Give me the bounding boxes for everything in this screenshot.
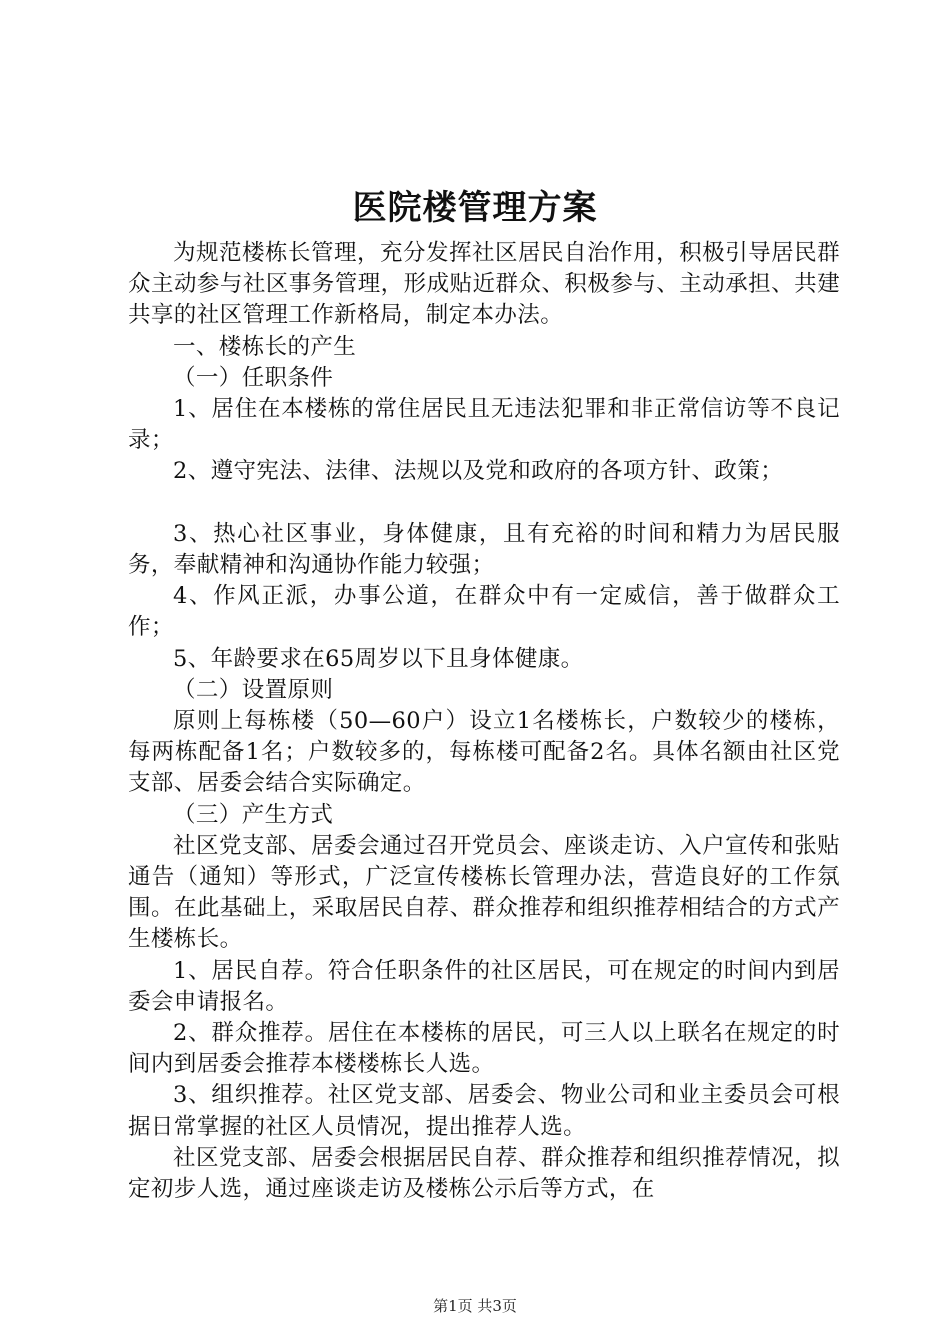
page-footer: 第1页 共3页 [433, 1297, 517, 1315]
condition-item-2: 2、遵守宪法、法律、法规以及党和政府的各项方针、政策； [173, 458, 784, 485]
condition-item-5: 5、年龄要求在65周岁以下且身体健康。 [173, 645, 584, 672]
principle-paragraph: 原则上每栋楼（50—60户）设立1名楼栋长，户数较少的楼栋，每两栋配备1名；户数较多的，每栋楼可配备2名。具体名额由社区党支部、居委会结合实际确定。 [128, 708, 840, 797]
method-item-2: 2、群众推荐。居住在本楼栋的居民，可三人以上联名在规定的时间内到居委会推荐本楼楼栋长人选。 [128, 1020, 840, 1078]
method-item-1: 1、居民自荐。符合任职条件的社区居民，可在规定的时间内到居委会申请报名。 [128, 957, 840, 1015]
selection-paragraph: 社区党支部、居委会根据居民自荐、群众推荐和组织推荐情况，拟定初步人选，通过座谈走访及楼栋公示后等方式，在 [128, 1144, 840, 1203]
subsection-heading-1: （一）任职条件 [173, 364, 334, 391]
document-title: 医院楼管理方案 [352, 188, 598, 228]
subsection-heading-3: （三）产生方式 [173, 801, 334, 828]
section-heading-1: 一、楼栋长的产生 [173, 333, 357, 360]
condition-item-4: 4、作风正派，办事公道，在群众中有一定威信，善于做群众工作； [128, 583, 840, 641]
condition-item-1: 1、居住在本楼栋的常住居民且无违法犯罪和非正常信访等不良记录； [128, 396, 840, 454]
condition-item-3: 3、热心社区事业，身体健康，且有充裕的时间和精力为居民服务，奉献精神和沟通协作能力较强； [128, 520, 840, 579]
subsection-heading-2: （二）设置原则 [173, 676, 334, 703]
intro-paragraph: 为规范楼栋长管理，充分发挥社区居民自治作用，积极引导居民群众主动参与社区事务管理，形成贴近群众、积极参与、主动承担、共建共享的社区管理工作新格局，制定本办法。 [128, 240, 840, 329]
method-paragraph: 社区党支部、居委会通过召开党员会、座谈走访、入户宣传和张贴通告（通知）等形式，广泛宣传楼栋长管理办法，营造良好的工作氛围。在此基础上，采取居民自荐、群众推荐和组织推荐相结合的方式产生楼栋长。 [128, 832, 840, 953]
document-body [128, 238, 840, 1205]
method-item-3: 3、组织推荐。社区党支部、居委会、物业公司和业主委员会可根据日常掌握的社区人员情况，提出推荐人选。 [128, 1082, 840, 1140]
